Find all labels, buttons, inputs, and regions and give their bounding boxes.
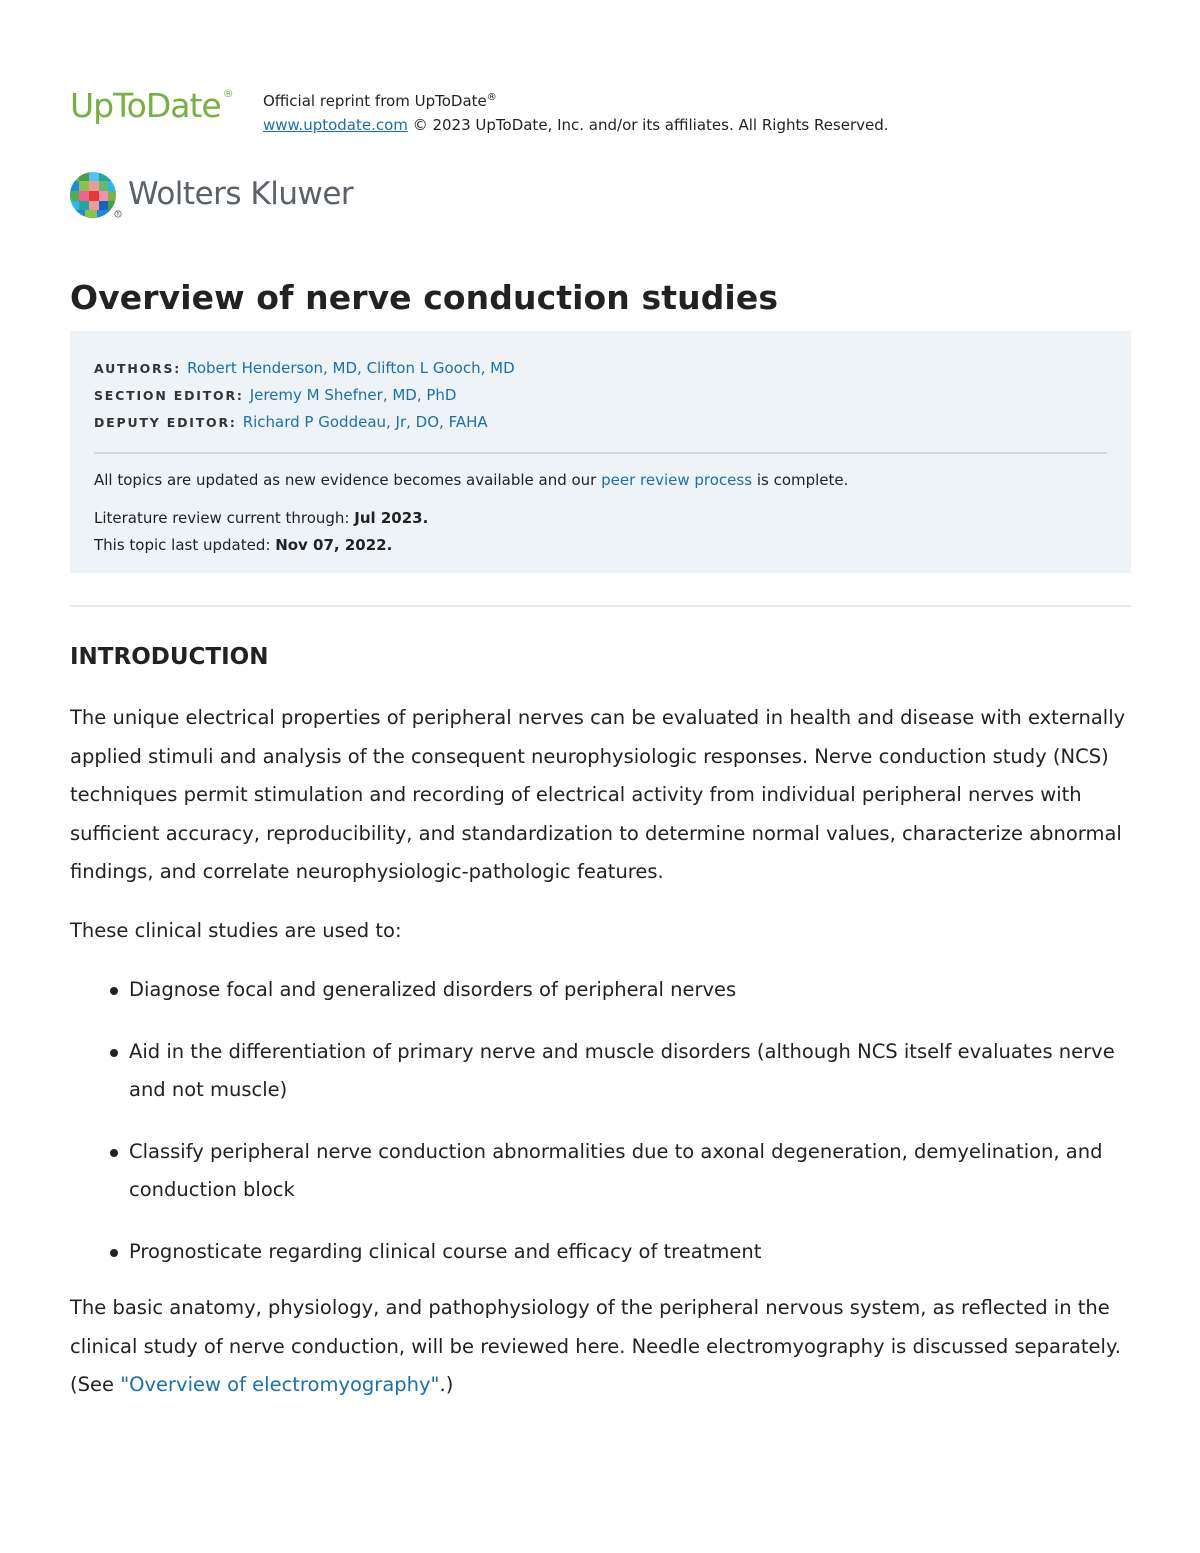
scope-paragraph [70,1289,1131,1405]
last-updated-line [94,532,1107,559]
list-item [70,1233,1131,1272]
scope-text: The basic anatomy, physiology, and pathophysiology of the peripheral nervous system, as reflected in the clinical study of nerve conduction, will be reviewed here. Needle electromyography is discussed separately. (See [70,1296,1121,1396]
authors-label: AUTHORS: [94,361,182,376]
last-updated-label: This topic last updated: [94,536,276,554]
bullet-icon [110,987,118,995]
literature-review-label: Literature review current through: [94,509,355,527]
intro-paragraph: The unique electrical properties of peripheral nerves can be evaluated in health and disease with externally applied stimuli and analysis of the consequent neurophysiologic responses. Nerve conduction study (NCS) techniques permit stimulation and recording of electrical activity from individual peripheral nerves with sufficient accuracy, reproducibility, and standardization to determine normal values, characterize abnormal findings, and correlate neurophysiologic-pathologic features. [70,706,1126,883]
publisher-name: Wolters Kluwer [128,176,354,212]
registered-mark: ® [222,87,234,100]
reprint-line [263,86,889,113]
uptodate-logo [70,80,234,128]
deputy-editor-label: DEPUTY EDITOR: [94,415,237,430]
wolters-kluwer-globe-icon [70,172,122,220]
uptodate-logo-text: UpToDate [70,86,221,125]
update-note-text: All topics are updated as new evidence becomes available and our [94,471,602,489]
review-dates [94,505,1107,559]
list-item [70,971,1131,1010]
uses-list [70,971,1131,1271]
authors-row [94,355,1107,382]
list-item-text: Aid in the differentiation of primary nerve and muscle disorders (although NCS itself evaluates nerve and not muscle) [129,1039,1115,1101]
electromyography-link[interactable]: "Overview of electromyography" [120,1373,440,1396]
topic-info-box [70,331,1131,573]
list-item-text: Diagnose focal and generalized disorders of peripheral nerves [129,978,737,1001]
update-note [94,468,1107,492]
reprint-notice [263,86,889,137]
section-divider [70,605,1131,607]
deputy-editor-row [94,409,1107,436]
deputy-editor-link[interactable]: Richard P Goddeau, Jr, DO, FAHA [242,413,488,431]
svg-text:R: R [116,212,120,218]
last-updated-date: Nov 07, 2022. [275,536,393,554]
bullet-icon [110,1249,118,1257]
reprint-registered-mark: ® [486,92,497,103]
article-body [70,639,1131,1405]
section-editor-link[interactable]: Jeremy M Shefner, MD, PhD [249,386,457,404]
list-item [70,1033,1131,1110]
uses-lead-in: These clinical studies are used to: [70,918,402,942]
scope-text-end: .) [439,1373,454,1396]
copyright-line [263,113,889,137]
list-item-text: Prognosticate regarding clinical course and efficacy of treatment [129,1239,762,1263]
literature-review-date: Jul 2023. [354,509,429,527]
info-box-divider [94,452,1107,454]
section-editor-label: SECTION EDITOR: [94,388,244,403]
peer-review-link[interactable]: peer review process [601,471,753,489]
update-note-end: is complete. [752,471,849,489]
bullet-icon [110,1049,118,1057]
section-editor-row [94,382,1107,409]
header [70,80,1131,140]
literature-review-line [94,505,1107,532]
page-title: Overview of nerve conduction studies [70,278,779,317]
authors-link[interactable]: Robert Henderson, MD, Clifton L Gooch, MD [187,359,515,377]
list-item-text: Classify peripheral nerve conduction abnormalities due to axonal degeneration, demyelination, and conduction block [129,1139,1103,1201]
uptodate-site-link[interactable]: www.uptodate.com [263,116,408,134]
copyright-text: © 2023 UpToDate, Inc. and/or its affiliates. All Rights Reserved. [407,116,889,134]
list-item [70,1133,1131,1210]
section-heading: INTRODUCTION [70,644,269,670]
reprint-text: Official reprint from UpToDate [263,92,487,110]
bullet-icon [110,1149,118,1157]
